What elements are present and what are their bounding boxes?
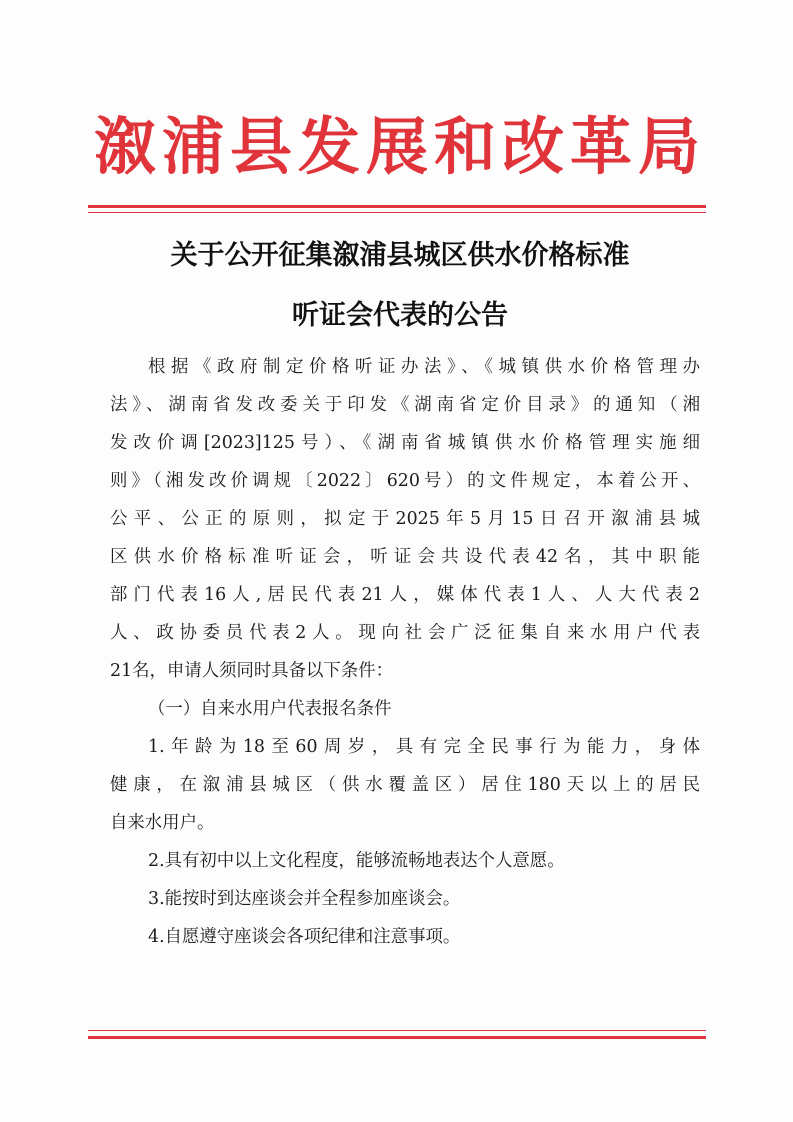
section-heading: （一）自来水用户代表报名条件 [148, 699, 392, 719]
item-1-line: 自来水用户。 [110, 813, 215, 833]
footer-red-rule-thick [88, 1036, 706, 1039]
footer-red-rule-thin [88, 1030, 706, 1031]
item-4: 4.自愿遵守座谈会各项纪律和注意事项。 [148, 927, 461, 947]
document-title-line-2: 听证会代表的公告 [292, 300, 508, 331]
intro-paragraph-line: 21名，申请人须同时具备以下条件： [110, 661, 393, 681]
intro-paragraph-line: 人、政协委员代表2人。现向社会广泛征集自来水用户代表 [110, 623, 700, 643]
item-2: 2.具有初中以上文化程度，能够流畅地表达个人意愿。 [148, 851, 565, 871]
intro-paragraph-line: 根据《政府制定价格听证办法》、《城镇供水价格管理办 [148, 357, 700, 377]
intro-paragraph-line: 部门代表16人,居民代表21人，媒体代表1人、人大代表2 [110, 585, 700, 605]
item-3: 3.能按时到达座谈会并全程参加座谈会。 [148, 889, 461, 909]
header-red-rule-thick [88, 205, 706, 208]
document-title-line-1: 关于公开征集溆浦县城区供水价格标准 [170, 240, 630, 271]
intro-paragraph-line: 区供水价格标准听证会，听证会共设代表42名，其中职能 [110, 547, 700, 567]
document-body [110, 348, 700, 956]
intro-paragraph-line: 则》（湘发改价调规〔2022〕620号）的文件规定，本着公开、 [110, 471, 700, 491]
intro-paragraph-line: 发改价调[2023]125号）、《湖南省城镇供水价格管理实施细 [110, 433, 700, 453]
issuing-organization-header: 溆浦县发展和改革局 [93, 110, 706, 183]
item-1-line: 健康，在溆浦县城区（供水覆盖区）居住180天以上的居民 [110, 775, 700, 795]
header-red-rule-thin [88, 212, 706, 213]
intro-paragraph-line: 法》、湖南省发改委关于印发《湖南省定价目录》的通知（湘 [110, 395, 700, 415]
intro-paragraph-line: 公平、公正的原则，拟定于2025年5月15日召开溆浦县城 [110, 509, 700, 529]
item-1-line: 1.年龄为18至60周岁，具有完全民事行为能力，身体 [148, 737, 700, 757]
